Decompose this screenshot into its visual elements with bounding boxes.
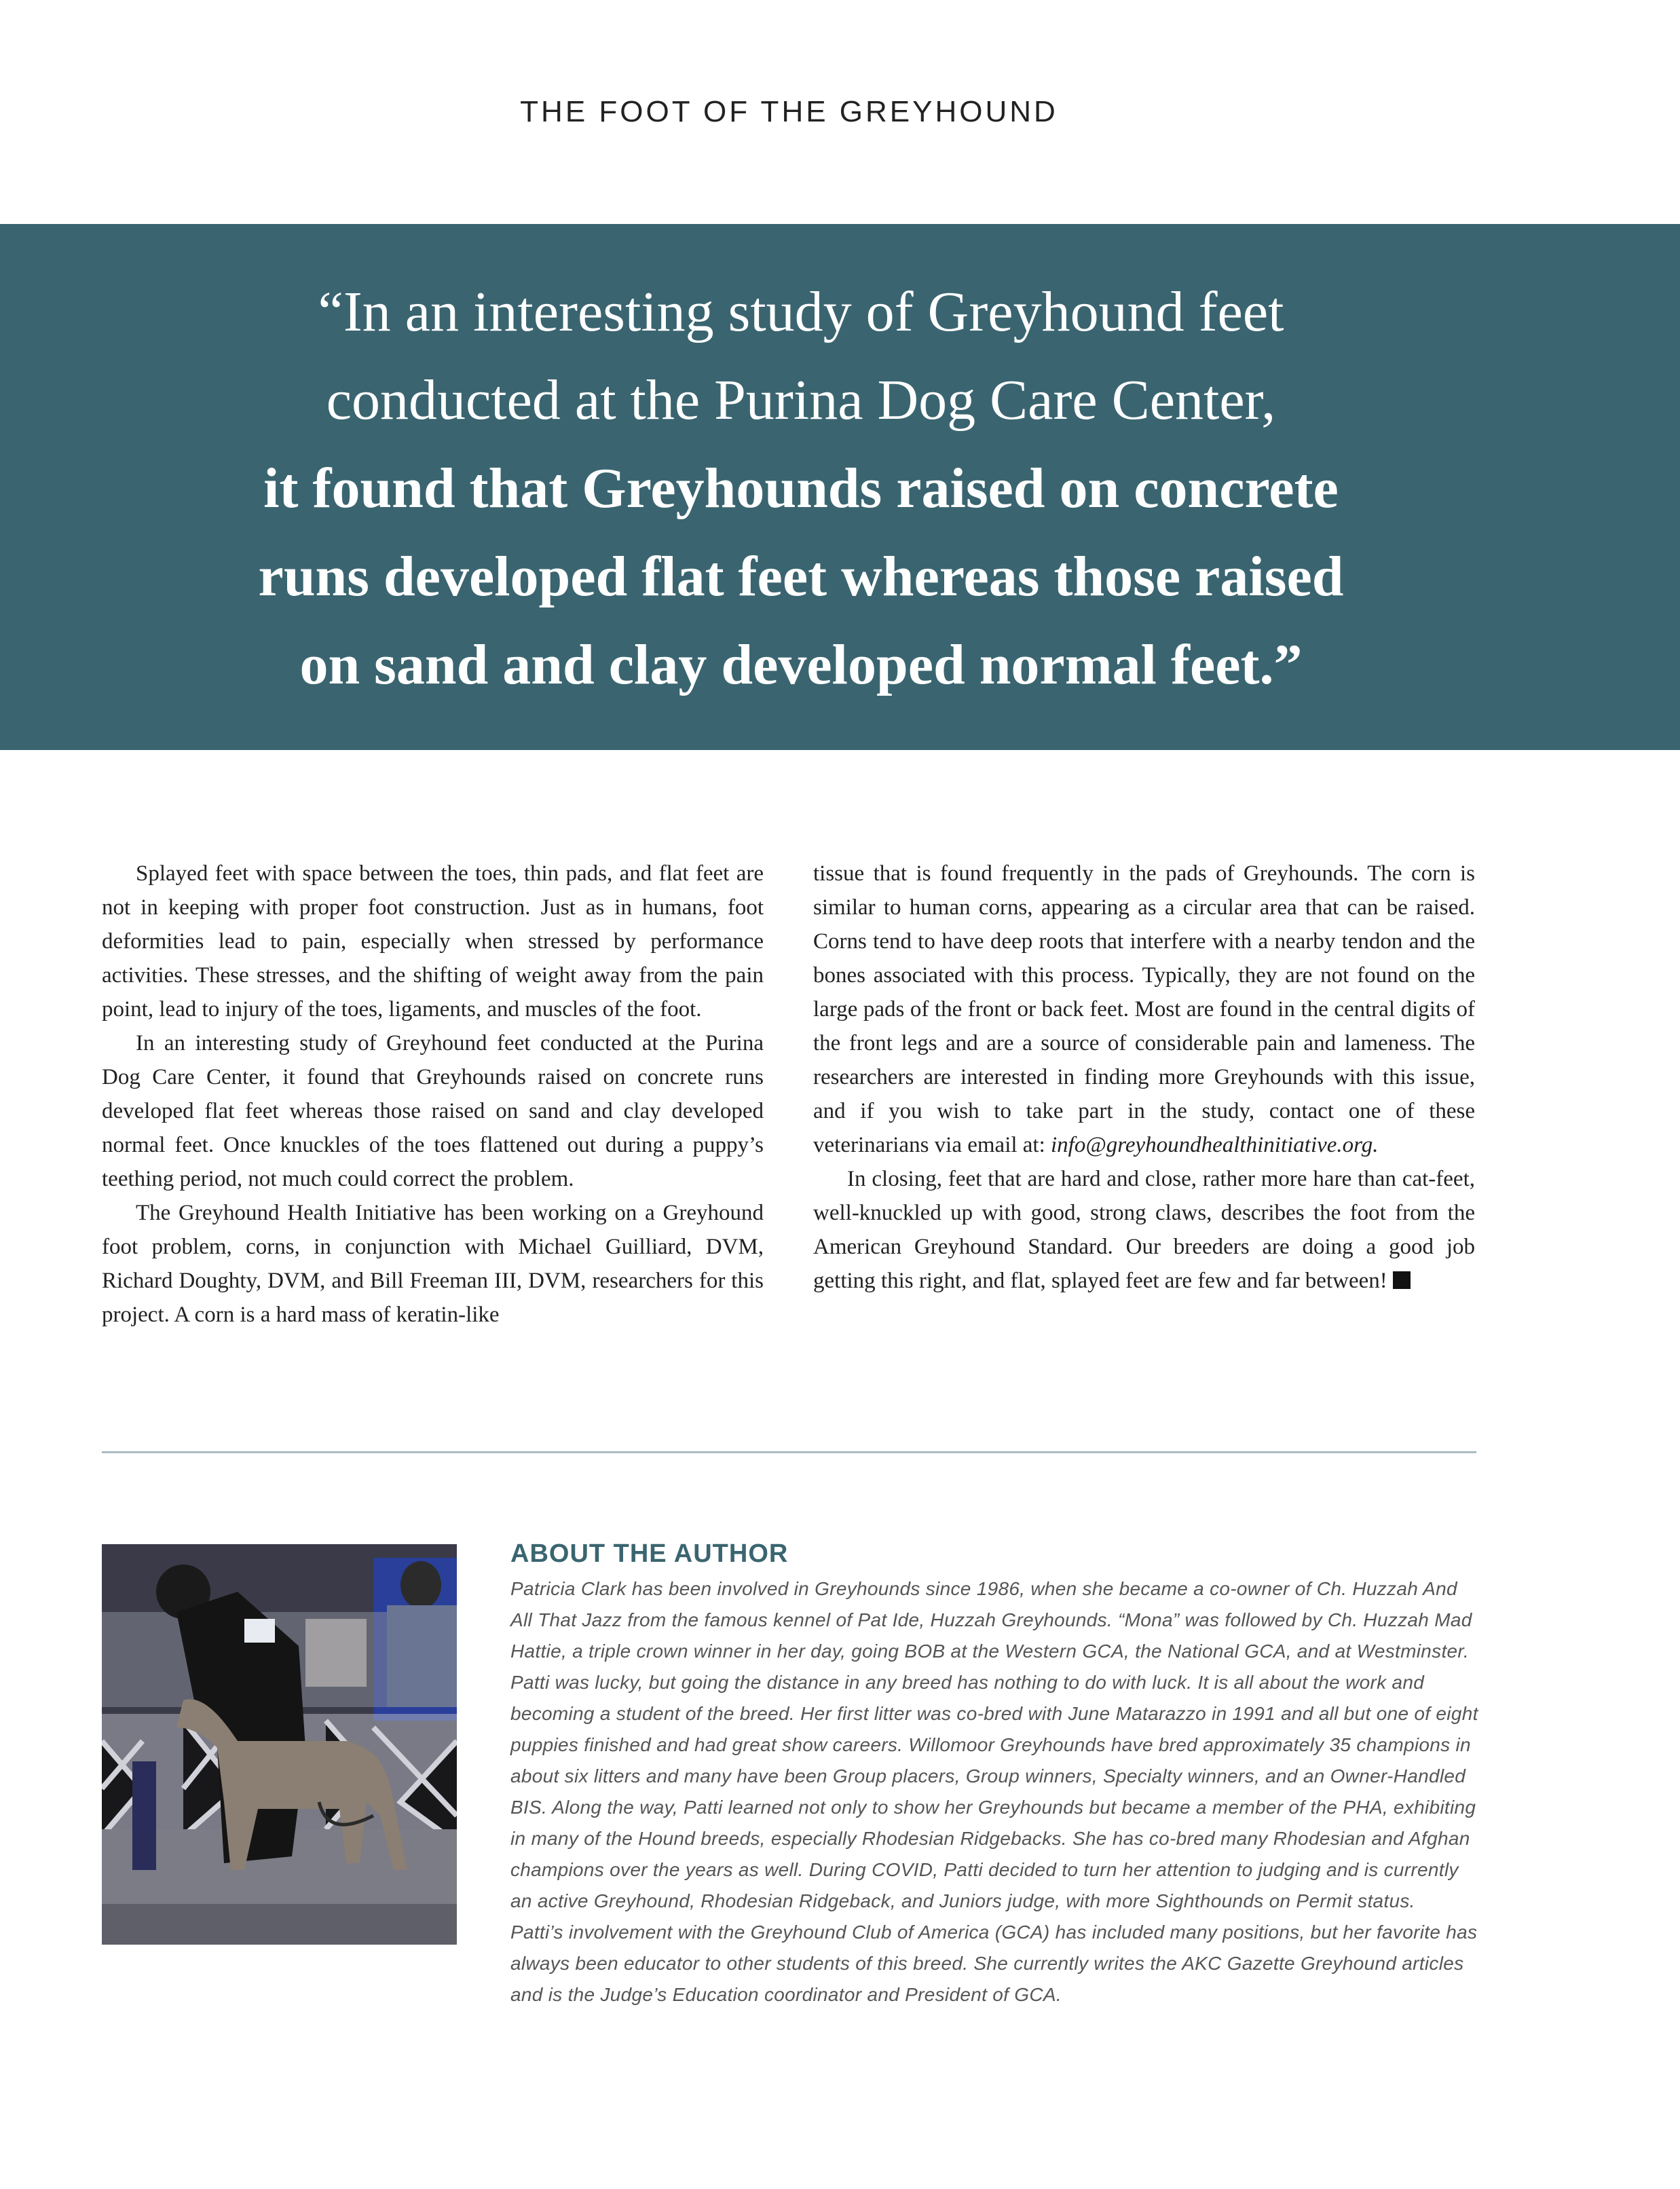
pull-quote-line: runs developed flat feet whereas those raised (258, 545, 1344, 608)
running-title: THE FOOT OF THE GREYHOUND (520, 95, 1058, 128)
article-column-left (102, 857, 764, 1332)
pull-quote-line: conducted at the Purina Dog Care Center, (326, 369, 1276, 432)
closing-text: In closing, feet that are hard and close, rather more hare than cat-feet, well-knuckled up with good, strong claws, describes the foot from the American Greyhound Standard. Our breeders are doing a good job getting this right, and flat, splayed feet are few and far between! (813, 1167, 1475, 1293)
pull-quote-line: it found that Greyhounds raised on concrete (263, 457, 1339, 520)
article-paragraph (813, 1162, 1475, 1298)
author-photo-image (102, 1544, 457, 1945)
bio-paragraph: Patti’s involvement with the Greyhound Club of America (GCA) has included many positions, but her favorite has always been educator to other students of this breed. She currently writes the AKC Gazette Greyhound articles and is the Judge’s Education coordinator and President of GCA. (510, 1922, 1478, 2005)
section-divider (102, 1451, 1476, 1453)
author-photo (102, 1544, 457, 1945)
pull-quote-line: “In an interesting study of Greyhound feet (318, 280, 1284, 343)
article-continuation: tissue that is found frequently in the pads of Greyhounds. The corn is similar to human corns, appearing as a circular area that can be raised. Corns tend to have deep roots that interfere with a nearby tendon and the bones associated with this process. Typically, they are not found on the large pads of the front or back feet. Most are found in the central digits of the front legs and are a source of considerable pain and lameness. The researchers are interested in finding more Greyhounds with this issue, and if you wish to take part in the study, contact one of these veterinarians via email at: (813, 861, 1475, 1157)
pull-quote-line: on sand and clay developed normal feet.” (299, 633, 1303, 696)
article-paragraph: In an interesting study of Greyhound feet conducted at the Purina Dog Care Center, it found that Greyhounds raised on concrete runs developed flat feet whereas those raised on sand and clay developed normal feet. Once knuckles of the toes flattened out during a puppy’s teething period, not much could correct the problem. (102, 1031, 764, 1191)
about-author-heading: ABOUT THE AUTHOR (510, 1539, 789, 1568)
end-mark-icon (1393, 1271, 1411, 1289)
article-paragraph: The Greyhound Health Initiative has been working on a Greyhound foot problem, corns, in conjunction with Michael Guilliard, DVM, Richard Doughty, DVM, and Bill Freeman III, DVM, researchers for this project. A corn is a hard mass of keratin-like (102, 1201, 764, 1327)
article-paragraph (813, 857, 1475, 1162)
article-paragraph: Splayed feet with space between the toes, thin pads, and flat feet are not in keeping with proper foot construction. Just as in humans, foot deformities lead to pain, especially when stressed by performance activities. These stresses, and the shifting of weight away from the pain point, lead to injury of the toes, ligaments, and muscles of the foot. (102, 861, 764, 1022)
email-link[interactable]: info@greyhoundhealthinitiative.org. (1051, 1133, 1379, 1157)
about-author-bio (510, 1573, 1481, 2010)
pull-quote (0, 268, 1602, 709)
bio-paragraph: Patricia Clark has been involved in Greyhounds since 1986, when she became a co-owner of Ch. Huzzah And All That Jazz from the famous kennel of Pat Ide, Huzzah Greyhounds. “Mona” was followed by Ch. Huzzah Mad Hattie, a triple crown winner in her day, going BOB at the Western GCA, the National GCA, and at Westminster. Patti was lucky, but going the distance in any breed has nothing to do with luck. It is all about the work and becoming a student of the breed. Her first litter was co-bred with June Matarazzo in 1991 and all but one of eight puppies finished and had great show careers. Willomoor Greyhounds have bred approximately 35 champions in about six litters and many have been Group placers, Group winners, Specialty winners, and an Owner-Handled BIS. Along the way, Patti learned not only to show her Greyhounds but became a member of the PHA, exhibiting in many of the Hound breeds, especially Rhodesian Ridgebacks. She has co-bred many Rhodesian and Afghan champions over the years as well. During COVID, Patti decided to turn her attention to judging and is currently an active Greyhound, Rhodesian Ridgeback, and Juniors judge, with more Sighthounds on Permit status. (510, 1578, 1478, 1911)
article-column-right (813, 857, 1475, 1298)
